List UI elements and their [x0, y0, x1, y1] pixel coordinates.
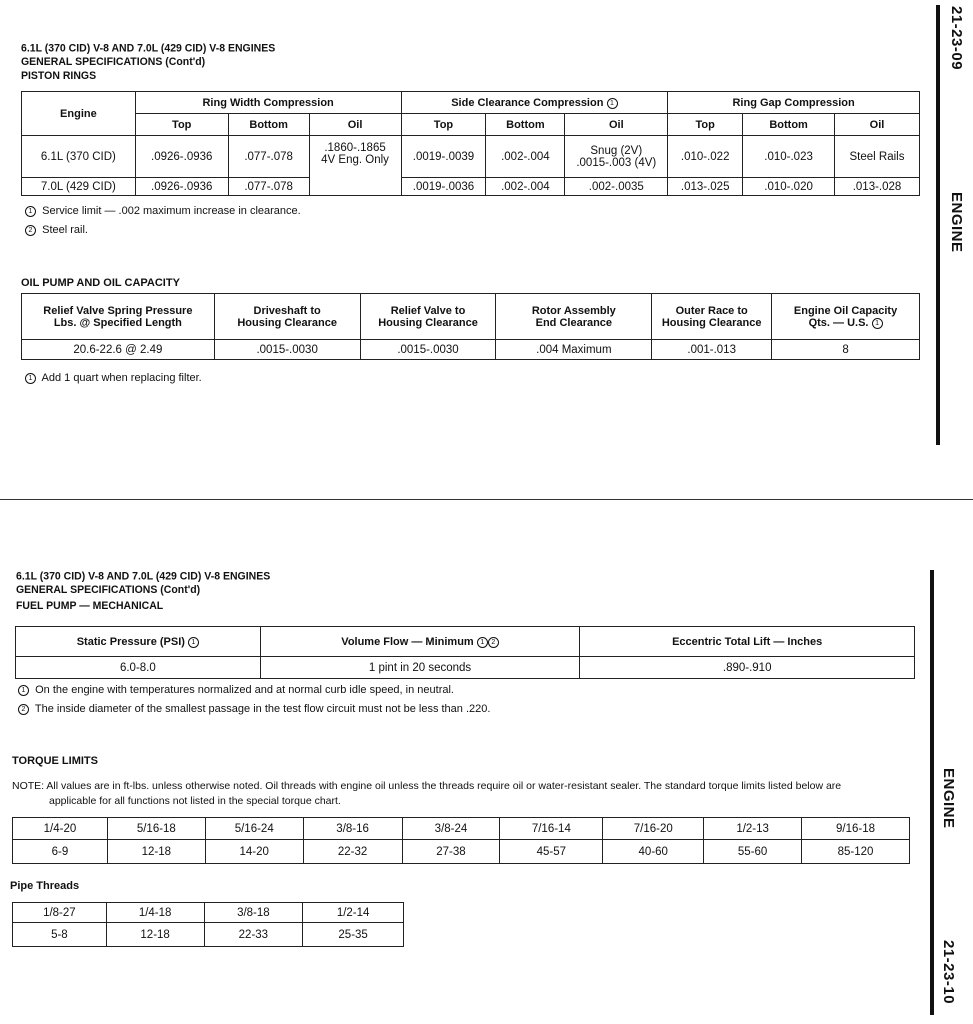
fuel-note-2	[18, 703, 490, 715]
table-row	[13, 923, 404, 947]
top-page-number: 21-23-09	[948, 6, 965, 71]
rw-bottom-cell: .077-.078	[228, 136, 309, 178]
outer-race-value: .001-.013	[652, 340, 772, 360]
pipe-size-cell: 3/8-18	[204, 903, 303, 923]
sc-oil-header: Oil	[565, 114, 668, 136]
torque-value-cell: 14-20	[205, 840, 303, 864]
thread-size-cell: 1/2-13	[704, 818, 802, 840]
bottom-page-number: 21-23-10	[940, 940, 957, 1005]
driveshaft-header-line2: Housing Clearance	[237, 316, 337, 329]
eccentric-lift-value: .890-.910	[580, 657, 915, 679]
oil-capacity-header-line2	[774, 317, 917, 329]
footnote-2-marker: 2	[25, 225, 36, 236]
driveshaft-header	[214, 294, 360, 340]
torque-value-cell: 45-57	[500, 840, 603, 864]
thread-size-cell: 5/16-24	[205, 818, 303, 840]
bottom-edge-bar	[930, 570, 934, 1015]
rg-bottom-cell: .010-.023	[743, 136, 835, 178]
oil-capacity-header-line2-text: Qts. — U.S.	[808, 316, 869, 329]
thread-size-cell: 3/8-24	[402, 818, 500, 840]
torque-note-line1: NOTE: All values are in ft-lbs. unless otherwise noted. Oil threads with engine oil unless the threads require oil or water-resistant sealer. The standard torque limits listed below are	[12, 780, 842, 792]
volume-flow-header-text: Volume Flow — Minimum	[341, 635, 474, 648]
thread-size-cell: 9/16-18	[802, 818, 910, 840]
volume-flow-value: 1 pint in 20 seconds	[260, 657, 580, 679]
fuel-pump-title: FUEL PUMP — MECHANICAL	[16, 599, 164, 612]
fuel-note-1	[18, 684, 454, 696]
outer-race-header-line2: Housing Clearance	[661, 316, 762, 329]
sc-oil-line2: .0015-.003 (4V)	[576, 156, 657, 169]
rw-oil-line1: .1860-.1865	[324, 142, 386, 154]
rotor-header-line1: Rotor Assembly	[531, 304, 616, 317]
footnote-1-marker: 1	[477, 637, 488, 648]
oil-pump-title: OIL PUMP AND OIL CAPACITY	[21, 277, 180, 289]
engine-cell: 7.0L (429 CID)	[22, 178, 136, 196]
table-row	[13, 818, 910, 840]
pipe-value-cell: 25-35	[303, 923, 404, 947]
relief-spring-header	[22, 294, 215, 340]
sc-bottom-header: Bottom	[486, 114, 565, 136]
top-header-line1: 6.1L (370 CID) V-8 AND 7.0L (429 CID) V-8 ENGINES	[21, 42, 276, 55]
relief-spring-value: 20.6-22.6 @ 2.49	[22, 340, 215, 360]
rotor-header	[496, 294, 652, 340]
pipe-value-cell: 12-18	[106, 923, 204, 947]
side-clearance-header	[401, 92, 668, 114]
ring-gap-header: Ring Gap Compression	[668, 92, 920, 114]
footnote-1-marker: 1	[18, 685, 29, 696]
rw-oil-cell	[309, 136, 401, 196]
sc-top-header: Top	[401, 114, 486, 136]
table-row	[13, 840, 910, 864]
piston-note-2	[25, 224, 88, 236]
top-edge-bar	[936, 5, 940, 445]
oil-capacity-header	[772, 294, 920, 340]
table-row	[16, 657, 915, 679]
sc-bottom-cell: .002-.004	[486, 136, 565, 178]
table-row	[22, 178, 920, 196]
rotor-value: .004 Maximum	[496, 340, 652, 360]
footnote-1-marker: 1	[872, 318, 883, 329]
piston-rings-table	[21, 91, 920, 196]
torque-value-cell: 12-18	[107, 840, 205, 864]
top-header	[21, 42, 275, 83]
pipe-size-cell: 1/8-27	[13, 903, 107, 923]
sc-oil-cell	[565, 136, 668, 178]
rotor-header-line2: End Clearance	[535, 316, 613, 329]
oil-note	[25, 372, 202, 384]
sc-oil-cell: .002-.0035	[565, 178, 668, 196]
torque-value-cell: 55-60	[704, 840, 802, 864]
footnote-1-marker: 1	[25, 373, 36, 384]
torque-note	[12, 779, 922, 809]
torque-value-cell: 40-60	[603, 840, 704, 864]
table-row	[22, 136, 920, 178]
driveshaft-value: .0015-.0030	[214, 340, 360, 360]
static-pressure-value: 6.0-8.0	[16, 657, 261, 679]
footnote-2-marker: 2	[488, 637, 499, 648]
footnote-1-marker: 1	[188, 637, 199, 648]
torque-value-cell: 6-9	[13, 840, 108, 864]
torque-table	[12, 817, 910, 864]
torque-value-cell: 27-38	[402, 840, 500, 864]
pipe-threads-title: Pipe Threads	[10, 880, 80, 892]
relief-spring-header-line1: Relief Valve Spring Pressure	[43, 304, 193, 317]
oil-capacity-header-line1: Engine Oil Capacity	[793, 304, 898, 317]
volume-flow-header	[260, 627, 580, 657]
eccentric-lift-header: Eccentric Total Lift — Inches	[580, 627, 915, 657]
piston-rings-title: PISTON RINGS	[21, 69, 97, 82]
rg-top-cell: .010-.022	[668, 136, 743, 178]
rg-top-cell: .013-.025	[668, 178, 743, 196]
relief-spring-header-line2: Lbs. @ Specified Length	[53, 316, 182, 329]
fuel-pump-table	[15, 626, 915, 679]
rg-oil-cell: Steel Rails	[835, 136, 920, 178]
outer-race-header-line1: Outer Race to	[675, 304, 748, 317]
side-clearance-header-text: Side Clearance Compression	[451, 96, 604, 109]
bottom-header-line1: 6.1L (370 CID) V-8 AND 7.0L (429 CID) V-8 ENGINES	[16, 569, 271, 583]
torque-note-line2: applicable for all functions not listed in the special torque chart.	[49, 795, 341, 807]
sc-oil-line1: Snug (2V)	[590, 144, 643, 157]
piston-note-2-text: Steel rail.	[42, 224, 88, 236]
driveshaft-header-line1: Driveshaft to	[253, 304, 321, 317]
piston-note-1-text: Service limit — .002 maximum increase in clearance.	[42, 205, 301, 217]
static-pressure-header-text: Static Pressure (PSI)	[76, 635, 185, 648]
page-divider	[0, 499, 973, 500]
bottom-header	[16, 570, 270, 613]
thread-size-cell: 7/16-14	[500, 818, 603, 840]
sc-bottom-cell: .002-.004	[486, 178, 565, 196]
relief-valve-header	[360, 294, 496, 340]
thread-size-cell: 5/16-18	[107, 818, 205, 840]
fuel-note-2-text: The inside diameter of the smallest passage in the test flow circuit must not be less than .220.	[34, 703, 491, 715]
engine-cell: 6.1L (370 CID)	[22, 136, 136, 178]
thread-size-cell: 1/4-20	[13, 818, 108, 840]
engine-header: Engine	[22, 92, 136, 136]
pipe-threads-table	[12, 902, 404, 947]
pipe-value-cell: 5-8	[13, 923, 107, 947]
rg-bottom-header: Bottom	[743, 114, 835, 136]
static-pressure-header	[16, 627, 261, 657]
oil-note-text: Add 1 quart when replacing filter.	[41, 372, 202, 384]
ring-width-header: Ring Width Compression	[135, 92, 401, 114]
table-row	[22, 340, 920, 360]
top-side-title: ENGINE	[948, 192, 965, 253]
rw-bottom-cell: .077-.078	[228, 178, 309, 196]
torque-value-cell: 85-120	[802, 840, 910, 864]
rg-top-header: Top	[668, 114, 743, 136]
rw-bottom-header: Bottom	[228, 114, 309, 136]
relief-valve-header-line2: Housing Clearance	[378, 316, 478, 329]
pipe-size-cell: 1/4-18	[106, 903, 204, 923]
oil-capacity-value: 8	[772, 340, 920, 360]
sc-top-cell: .0019-.0036	[401, 178, 486, 196]
relief-valve-value: .0015-.0030	[360, 340, 496, 360]
bottom-header-line2: GENERAL SPECIFICATIONS (Cont'd)	[16, 583, 201, 597]
torque-value-cell: 22-32	[303, 840, 402, 864]
rw-top-cell: .0926-.0936	[135, 178, 228, 196]
thread-size-cell: 7/16-20	[603, 818, 704, 840]
thread-size-cell: 3/8-16	[303, 818, 402, 840]
sc-top-cell: .0019-.0039	[401, 136, 486, 178]
rg-oil-cell: .013-.028	[835, 178, 920, 196]
rw-top-header: Top	[135, 114, 228, 136]
rw-oil-line2: 4V Eng. Only	[321, 154, 389, 166]
rw-oil-header: Oil	[309, 114, 401, 136]
rg-oil-header: Oil	[835, 114, 920, 136]
torque-limits-title: TORQUE LIMITS	[12, 755, 98, 767]
piston-note-1	[25, 205, 301, 217]
rw-top-cell: .0926-.0936	[135, 136, 228, 178]
table-row	[13, 903, 404, 923]
top-header-line2: GENERAL SPECIFICATIONS (Cont'd)	[21, 55, 206, 69]
pipe-size-cell: 1/2-14	[303, 903, 404, 923]
footnote-1-marker: 1	[25, 206, 36, 217]
oil-pump-table	[21, 293, 920, 360]
footnote-1-marker: 1	[607, 98, 618, 109]
bottom-side-title: ENGINE	[940, 768, 957, 829]
fuel-note-1-text: On the engine with temperatures normalized and at normal curb idle speed, in neutral.	[35, 684, 454, 696]
rg-bottom-cell: .010-.020	[743, 178, 835, 196]
footnote-2-marker: 2	[18, 704, 29, 715]
outer-race-header	[652, 294, 772, 340]
pipe-value-cell: 22-33	[204, 923, 303, 947]
relief-valve-header-line1: Relief Valve to	[390, 304, 466, 317]
